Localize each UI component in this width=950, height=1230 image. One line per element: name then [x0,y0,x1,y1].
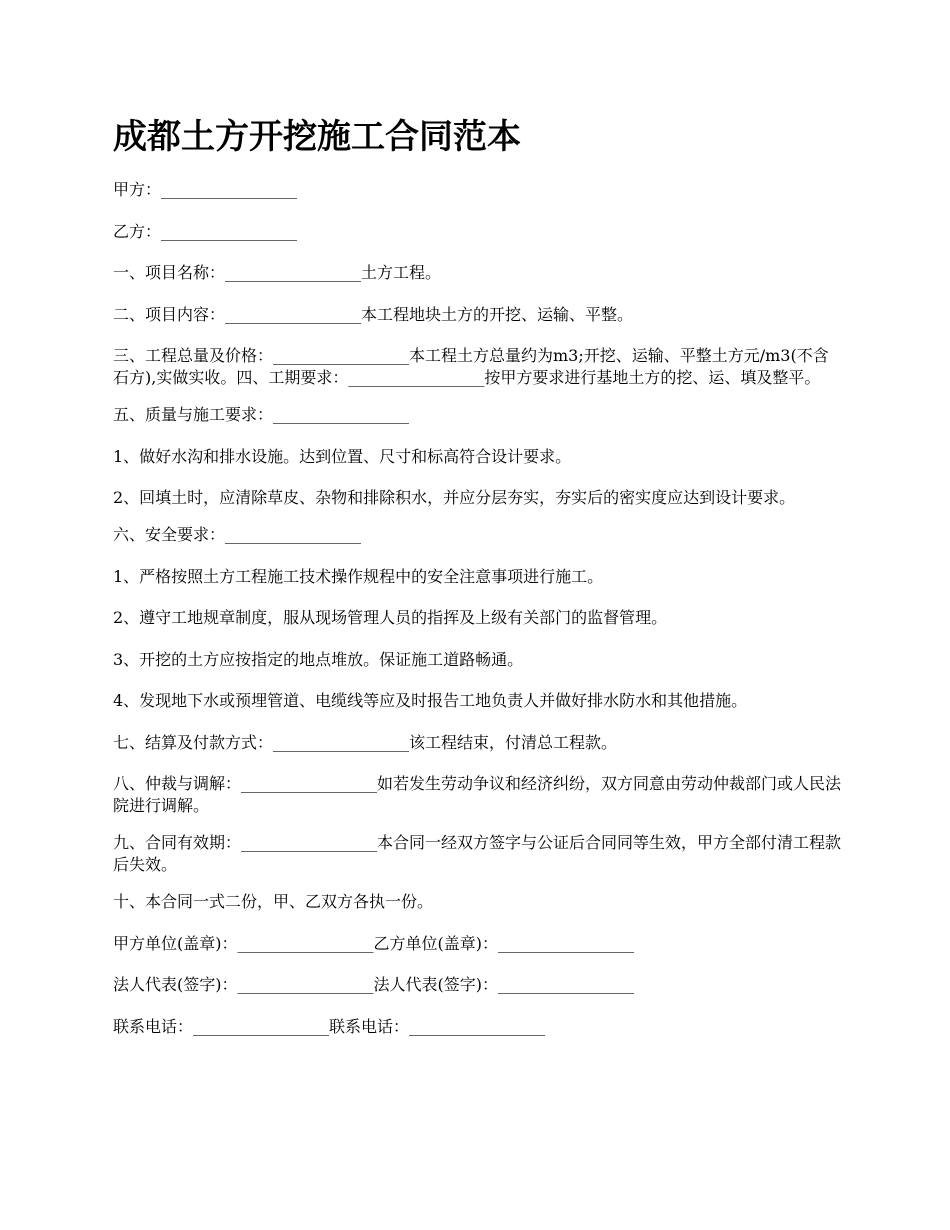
contact-phone-line: 联系电话：_________________联系电话：_________________ [113,1016,546,1036]
signature-seal-line: 甲方单位(盖章)：_________________乙方单位(盖章)：_________________ [113,933,634,953]
clause-quantity-price: 三、工程总量及价格：_________________本工程土方总量约为m3;开挖、运输、平整土方元/m3(不含石方),实做实收。四、工期要求：_________________按甲方要求进行基地土方的挖、运、填及整平。 [113,346,829,387]
quality-item-1: 1、做好水沟和排水设施。达到位置、尺寸和标高符合设计要求。 [113,446,572,466]
safety-item-1: 1、严格按照土方工程施工技术操作规程中的安全注意事项进行施工。 [113,566,604,586]
clause-copies: 十、本合同一式二份，甲、乙双方各执一份。 [113,892,434,911]
signature-representative-line: 法人代表(签字)：_________________法人代表(签字)：_________________ [113,975,634,994]
clause-validity: 九、合同有效期：_________________本合同一经双方签字与公证后合同同等生效，甲方全部付清工程款后失效。 [113,833,842,874]
document-page [113,112,843,1057]
safety-item-4: 4、发现地下水或预埋管道、电缆线等应及时报告工地负责人并做好排水防水和其他措施。 [113,691,748,710]
safety-item-3: 3、开挖的土方应按指定的地点堆放。保证施工道路畅通。 [113,649,524,669]
quality-item-2: 2、回填土时，应清除草皮、杂物和排除积水，并应分层夯实，夯实后的密实度应达到设计要求。 [113,488,796,507]
clause-arbitration: 八、仲裁与调解：_________________如若发生劳动争议和经济纠纷，双方同意由劳动仲裁部门或人民法院进行调解。 [113,774,842,815]
clause-project-name: 一、项目名称：_________________土方工程。 [113,263,442,282]
clause-settlement: 七、结算及付款方式：_________________该工程结束，付清总工程款。 [113,732,618,752]
clause-safety-heading: 六、安全要求：_________________ [113,525,362,544]
clause-quality-heading: 五、质量与施工要求：_________________ [113,405,410,424]
document-title: 成都土方开挖施工合同范本 [113,117,521,157]
party-a-line: 甲方：_________________ [113,180,298,199]
safety-item-2: 2、遵守工地规章制度，服从现场管理人员的指挥及上级有关部门的监督管理。 [113,608,668,627]
party-b-line: 乙方：_________________ [113,221,298,241]
clause-project-content: 二、项目内容：_________________本工程地块土方的开挖、运输、平整。 [113,304,634,324]
